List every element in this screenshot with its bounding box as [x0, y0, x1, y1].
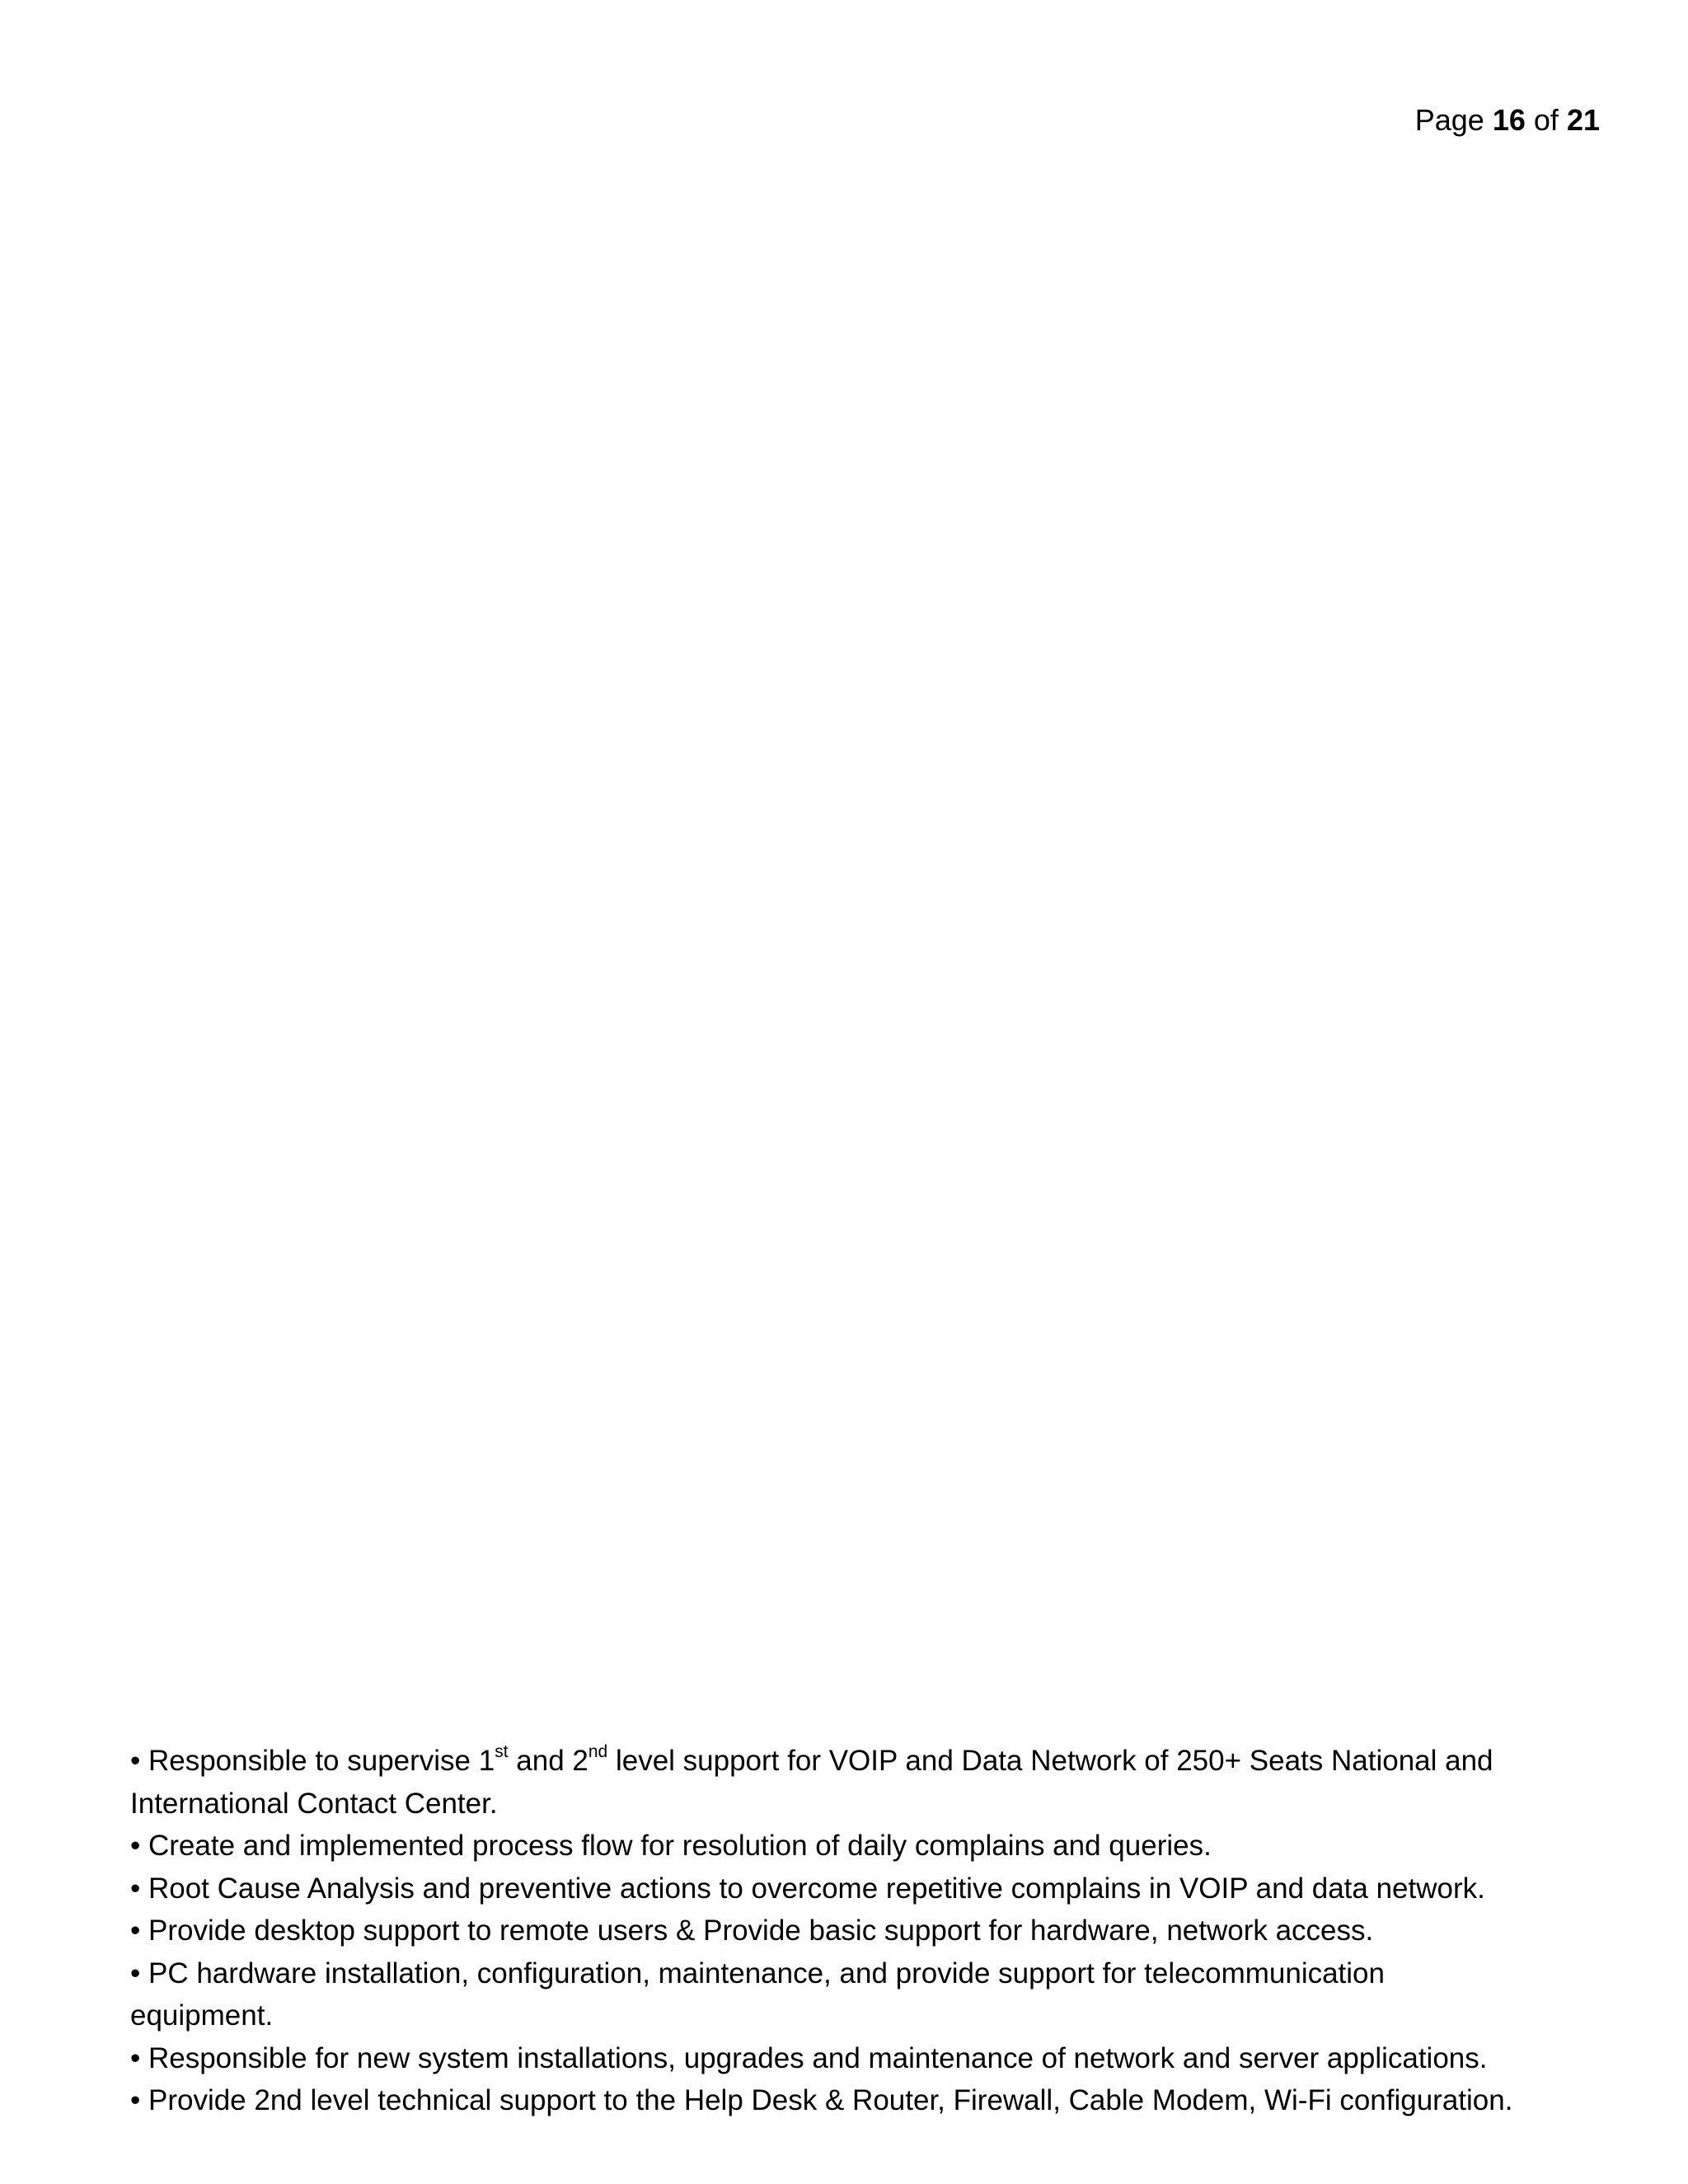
ordinal-superscript: nd [588, 1742, 608, 1762]
list-item-line [130, 1740, 1614, 1783]
list-item-continuation: equipment. [130, 1999, 274, 2032]
page-word: Page [1414, 103, 1484, 137]
list-item [130, 1910, 1614, 1952]
current-page-number: 16 [1492, 103, 1526, 137]
list-item [130, 1952, 1614, 2037]
total-pages-number: 21 [1566, 103, 1600, 137]
list-item-text: and 2 [508, 1745, 588, 1777]
list-item-text: • Responsible to supervise 1 [130, 1745, 495, 1777]
list-item [130, 1740, 1614, 1825]
list-item-text: • Provide 2nd level technical support to the Help Desk & Router, Firewall, Cable Modem, Wi-Fi configuration. [130, 2084, 1513, 2116]
list-item-continuation: International Contact Center. [130, 1787, 498, 1820]
list-item-text: • Responsible for new system installations, upgrades and maintenance of network and server applications. [130, 2041, 1488, 2074]
list-item-text: level support for VOIP and Data Network of 250+ Seats National and [607, 1745, 1493, 1777]
list-item [130, 2079, 1614, 2122]
ordinal-superscript: st [495, 1742, 509, 1762]
list-item [130, 1868, 1614, 1910]
list-item-text: • Root Cause Analysis and preventive actions to overcome repetitive complains in VOIP and data network. [130, 1872, 1485, 1905]
list-item-text: • Create and implemented process flow for resolution of daily complains and queries. [130, 1830, 1212, 1862]
list-item-text: • Provide desktop support to remote users & Provide basic support for hardware, network access. [130, 1915, 1374, 1947]
of-word: of [1533, 103, 1559, 137]
list-item [130, 2037, 1614, 2080]
responsibilities-list [130, 1740, 1614, 2122]
page-number [1415, 101, 1600, 140]
list-item-text: • PC hardware installation, configuration, maintenance, and provide support for telecommunication [130, 1957, 1385, 1990]
list-item [130, 1825, 1614, 1868]
